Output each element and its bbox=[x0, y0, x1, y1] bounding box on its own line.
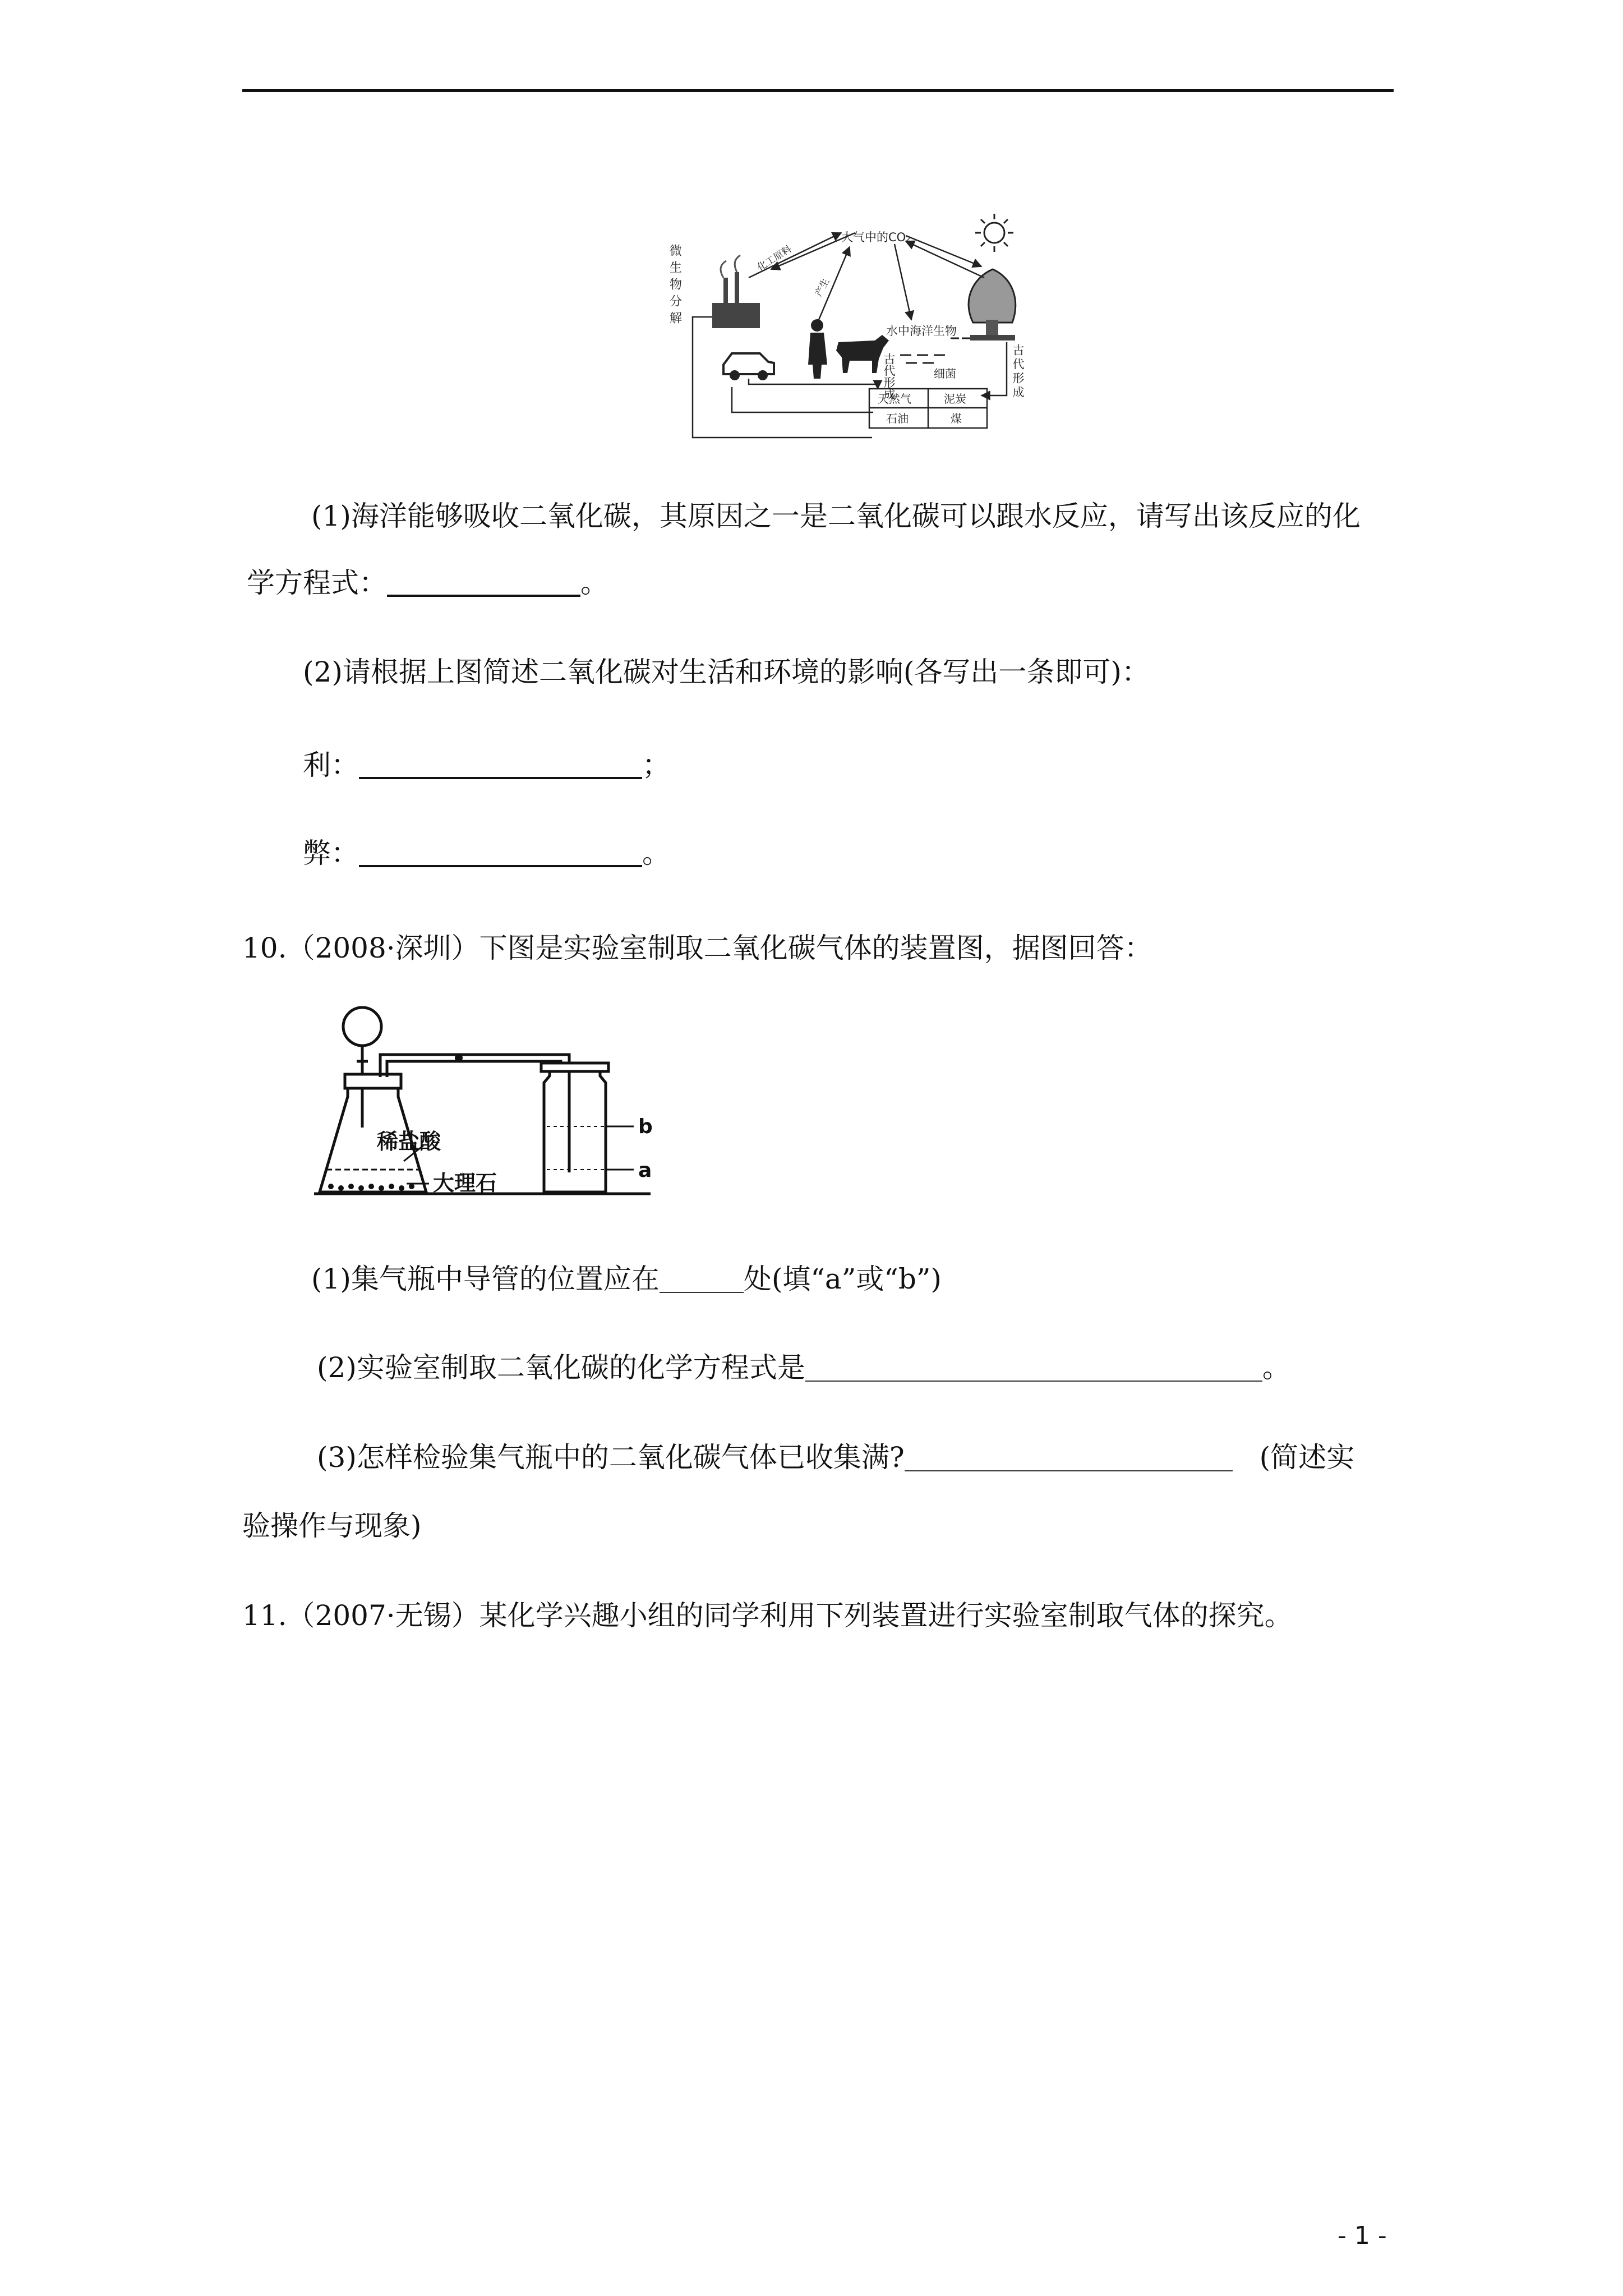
q9-harm-suffix: 。 bbox=[642, 837, 670, 869]
chemical-raw-material-label: 化工原料 bbox=[755, 243, 794, 274]
q9-equation-blank[interactable] bbox=[387, 565, 580, 597]
q11-stem: 11.（2007·无锡）某化学兴趣小组的同学利用下列装置进行实验室制取气体的探究。 bbox=[242, 1599, 1293, 1632]
cow-icon bbox=[836, 335, 889, 373]
q10-part3-line2: 验操作与现象) bbox=[242, 1510, 422, 1542]
q10-equation-blank[interactable] bbox=[805, 1352, 1262, 1382]
q10-part2 bbox=[317, 1351, 1290, 1384]
q10-part1-suffix: 处(填“a”或“b”) bbox=[743, 1263, 942, 1295]
water-marine-life-label: 水中海洋生物 bbox=[886, 324, 957, 338]
q10-part1-prefix: (1)集气瓶中导管的位置应在 bbox=[311, 1263, 660, 1295]
page-number: - 1 - bbox=[1338, 2221, 1387, 2250]
q10-part3-line1 bbox=[317, 1441, 1354, 1474]
q9-harm-line bbox=[303, 836, 670, 870]
produce-label: 产生 bbox=[813, 276, 832, 299]
q9-part1-line1: (1)海洋能够吸收二氧化碳，其原因之一是二氧化碳可以跟水反应，请写出该反应的化 bbox=[311, 500, 1361, 532]
q10-part1 bbox=[311, 1262, 942, 1296]
natural-gas-cell: 天然气 bbox=[878, 392, 911, 406]
q10-part2-prefix: (2)实验室制取二氧化碳的化学方程式是 bbox=[317, 1351, 805, 1384]
q9-benefit-blank[interactable] bbox=[359, 748, 642, 779]
co2-apparatus-diagram bbox=[314, 999, 684, 1209]
label-b: b bbox=[638, 1115, 653, 1138]
q10-stem: 10.（2008·深圳）下图是实验室制取二氧化碳气体的装置图，据图回答： bbox=[242, 932, 1152, 964]
tree-icon bbox=[969, 269, 1016, 341]
petroleum-cell: 石油 bbox=[886, 412, 909, 425]
q9-part1-prefix: 学方程式： bbox=[247, 567, 387, 599]
q9-benefit-line bbox=[303, 748, 670, 782]
peat-cell: 泥炭 bbox=[944, 392, 966, 406]
person-icon bbox=[808, 319, 827, 379]
q10-check-blank[interactable] bbox=[905, 1442, 1233, 1471]
q9-part2: (2)请根据上图简述二氧化碳对生活和环境的影响(各写出一条即可)： bbox=[303, 656, 1150, 688]
microbial-decomposition-label: 微生物分解 bbox=[667, 244, 682, 328]
q9-part1-line2 bbox=[247, 565, 608, 600]
label-a: a bbox=[638, 1159, 652, 1182]
dilute-hcl-label: 稀盐酸 bbox=[377, 1129, 441, 1154]
q10-part3-prefix: (3)怎样检验集气瓶中的二氧化碳气体已收集满? bbox=[317, 1441, 905, 1474]
factory-icon bbox=[712, 255, 760, 328]
q9-benefit-suffix: ； bbox=[642, 749, 670, 781]
ancient-formation-right-label: 古代形成 bbox=[1011, 344, 1025, 400]
q9-benefit-label: 利： bbox=[303, 749, 359, 781]
bacteria-label: 细菌 bbox=[934, 367, 956, 380]
q10-position-blank[interactable] bbox=[660, 1264, 744, 1293]
car-icon bbox=[723, 353, 774, 380]
sun-icon bbox=[975, 214, 1013, 252]
ancient-formation-left-label: 古代形成 bbox=[882, 353, 896, 400]
carbon-cycle-diagram bbox=[667, 210, 1029, 446]
q9-harm-blank[interactable] bbox=[359, 836, 642, 867]
q9-harm-label: 弊： bbox=[303, 837, 359, 869]
header-rule bbox=[242, 89, 1394, 92]
q10-part2-suffix: 。 bbox=[1262, 1351, 1290, 1384]
atmosphere-co2-label: 大气中的CO₂ bbox=[841, 231, 911, 244]
marble-label: 大理石 bbox=[433, 1171, 497, 1195]
q10-part3-suffix: (简述实 bbox=[1259, 1441, 1355, 1474]
q9-part1-suffix: 。 bbox=[580, 567, 608, 599]
coal-cell: 煤 bbox=[951, 412, 962, 425]
